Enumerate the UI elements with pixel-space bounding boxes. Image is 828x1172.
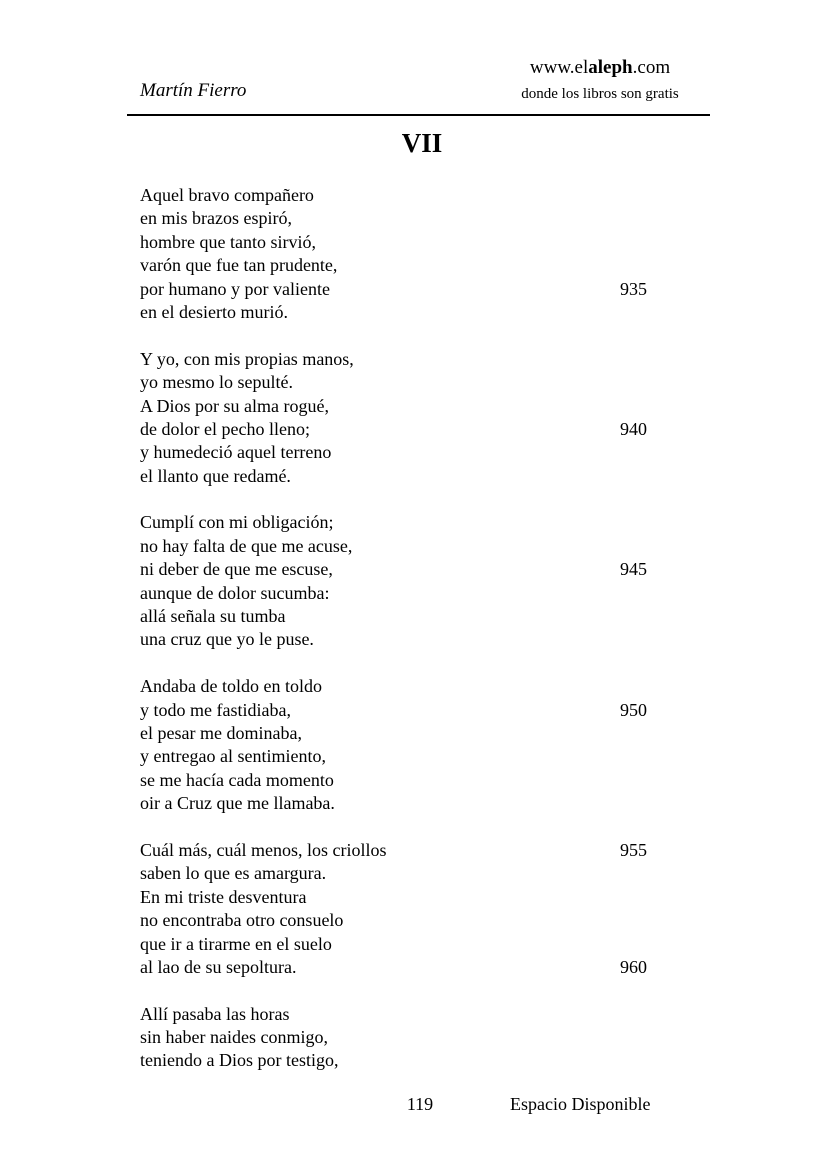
line-number: 935 xyxy=(620,278,647,299)
line-number xyxy=(575,745,700,768)
line-number xyxy=(575,605,700,628)
verse-text: Y yo, con mis propias manos, xyxy=(140,348,354,369)
line-number: 945 xyxy=(620,559,647,580)
line-number xyxy=(575,722,700,745)
verse-text: por humano y por valiente xyxy=(140,278,330,299)
verse-line xyxy=(140,956,700,979)
verse-text: En mi triste desventura xyxy=(140,886,307,907)
verse-text: sin haber naides conmigo, xyxy=(140,1027,328,1048)
line-number xyxy=(575,933,700,956)
line-number xyxy=(575,862,700,885)
line-number: 950 xyxy=(620,699,647,720)
line-number xyxy=(575,348,700,371)
verse-text: y humedeció aquel terreno xyxy=(140,442,332,463)
line-number xyxy=(575,769,700,792)
verse-text: y entregao al sentimiento, xyxy=(140,746,326,767)
verse-line xyxy=(140,441,700,464)
verse-line xyxy=(140,722,700,745)
verse-line xyxy=(140,371,700,394)
site-url[interactable] xyxy=(500,57,700,79)
verse-text: al lao de su sepoltura. xyxy=(140,956,297,977)
line-number xyxy=(575,254,700,277)
line-number xyxy=(575,1003,700,1026)
line-number xyxy=(575,231,700,254)
verse-line xyxy=(140,909,700,932)
verse-line xyxy=(140,1026,700,1049)
site-header xyxy=(500,57,700,104)
site-url-prefix: www.el xyxy=(529,57,589,78)
line-number xyxy=(575,184,700,207)
verse-text: una cruz que yo le puse. xyxy=(140,629,314,650)
line-number xyxy=(575,1049,700,1072)
book-title: Martín Fierro xyxy=(140,80,247,101)
stanza xyxy=(140,511,700,651)
verse-text: oir a Cruz que me llamaba. xyxy=(140,793,335,814)
site-url-suffix: .com xyxy=(632,57,671,78)
verse-line xyxy=(140,278,700,301)
verse-line xyxy=(140,1049,700,1072)
verse-line xyxy=(140,207,700,230)
verse-text: Allí pasaba las horas xyxy=(140,1003,290,1024)
line-number xyxy=(575,792,700,815)
footer-note: Espacio Disponible xyxy=(510,1094,651,1114)
verse-text: hombre que tanto sirvió, xyxy=(140,231,316,252)
verse-text: de dolor el pecho lleno; xyxy=(140,418,310,439)
line-number xyxy=(575,535,700,558)
verse-line xyxy=(140,699,700,722)
line-number xyxy=(575,628,700,651)
poem-body xyxy=(140,184,700,1096)
line-number xyxy=(575,909,700,932)
line-number xyxy=(575,1026,700,1049)
verse-text: varón que fue tan prudente, xyxy=(140,255,338,276)
verse-text: en el desierto murió. xyxy=(140,301,288,322)
header-divider xyxy=(127,114,710,116)
verse-text: no encontraba otro consuelo xyxy=(140,910,344,931)
verse-text: el pesar me dominaba, xyxy=(140,722,302,743)
verse-text: y todo me fastidiaba, xyxy=(140,699,291,720)
verse-line xyxy=(140,348,700,371)
verse-line xyxy=(140,933,700,956)
verse-line xyxy=(140,395,700,418)
verse-line xyxy=(140,605,700,628)
line-number xyxy=(575,582,700,605)
line-number xyxy=(575,465,700,488)
verse-line xyxy=(140,745,700,768)
line-number: 940 xyxy=(620,418,647,439)
page-number: 119 xyxy=(406,1094,434,1114)
verse-line xyxy=(140,511,700,534)
site-url-brand: aleph xyxy=(588,57,633,78)
line-number: 960 xyxy=(620,956,647,977)
verse-text: Cumplí con mi obligación; xyxy=(140,512,334,533)
verse-line xyxy=(140,769,700,792)
verse-line xyxy=(140,184,700,207)
verse-text: teniendo a Dios por testigo, xyxy=(140,1050,339,1071)
verse-line xyxy=(140,231,700,254)
verse-line xyxy=(140,558,700,581)
verse-text: A Dios por su alma rogué, xyxy=(140,395,329,416)
verse-text: ni deber de que me escuse, xyxy=(140,559,333,580)
line-number xyxy=(575,511,700,534)
line-number xyxy=(575,301,700,324)
line-number xyxy=(575,395,700,418)
verse-line xyxy=(140,582,700,605)
verse-line xyxy=(140,465,700,488)
stanza xyxy=(140,184,700,324)
line-number xyxy=(575,886,700,909)
chapter-title: VII xyxy=(401,128,443,158)
verse-line xyxy=(140,792,700,815)
verse-line xyxy=(140,628,700,651)
verse-text: allá señala su tumba xyxy=(140,606,286,627)
verse-text: que ir a tirarme en el suelo xyxy=(140,933,332,954)
site-tagline: donde los libros son gratis xyxy=(521,86,679,102)
verse-line xyxy=(140,254,700,277)
verse-line xyxy=(140,301,700,324)
line-number xyxy=(575,207,700,230)
verse-line xyxy=(140,862,700,885)
verse-text: Aquel bravo compañero xyxy=(140,185,314,205)
stanza xyxy=(140,348,700,488)
verse-text: yo mesmo lo sepulté. xyxy=(140,372,293,393)
verse-text: no hay falta de que me acuse, xyxy=(140,535,353,556)
verse-line xyxy=(140,1003,700,1026)
line-number xyxy=(575,675,700,698)
verse-text: se me hacía cada momento xyxy=(140,769,334,790)
verse-text: el llanto que redamé. xyxy=(140,465,291,486)
verse-text: Cuál más, cuál menos, los criollos xyxy=(140,839,387,860)
verse-text: aunque de dolor sucumba: xyxy=(140,582,330,603)
verse-text: saben lo que es amargura. xyxy=(140,863,327,884)
line-number xyxy=(575,371,700,394)
verse-line xyxy=(140,675,700,698)
line-number xyxy=(575,441,700,464)
verse-line xyxy=(140,535,700,558)
verse-line xyxy=(140,418,700,441)
verse-text: Andaba de toldo en toldo xyxy=(140,676,322,697)
line-number: 955 xyxy=(620,839,647,860)
verse-line xyxy=(140,839,700,862)
stanza xyxy=(140,1003,700,1073)
verse-text: en mis brazos espiró, xyxy=(140,208,292,229)
stanza xyxy=(140,675,700,815)
stanza xyxy=(140,839,700,979)
verse-line xyxy=(140,886,700,909)
